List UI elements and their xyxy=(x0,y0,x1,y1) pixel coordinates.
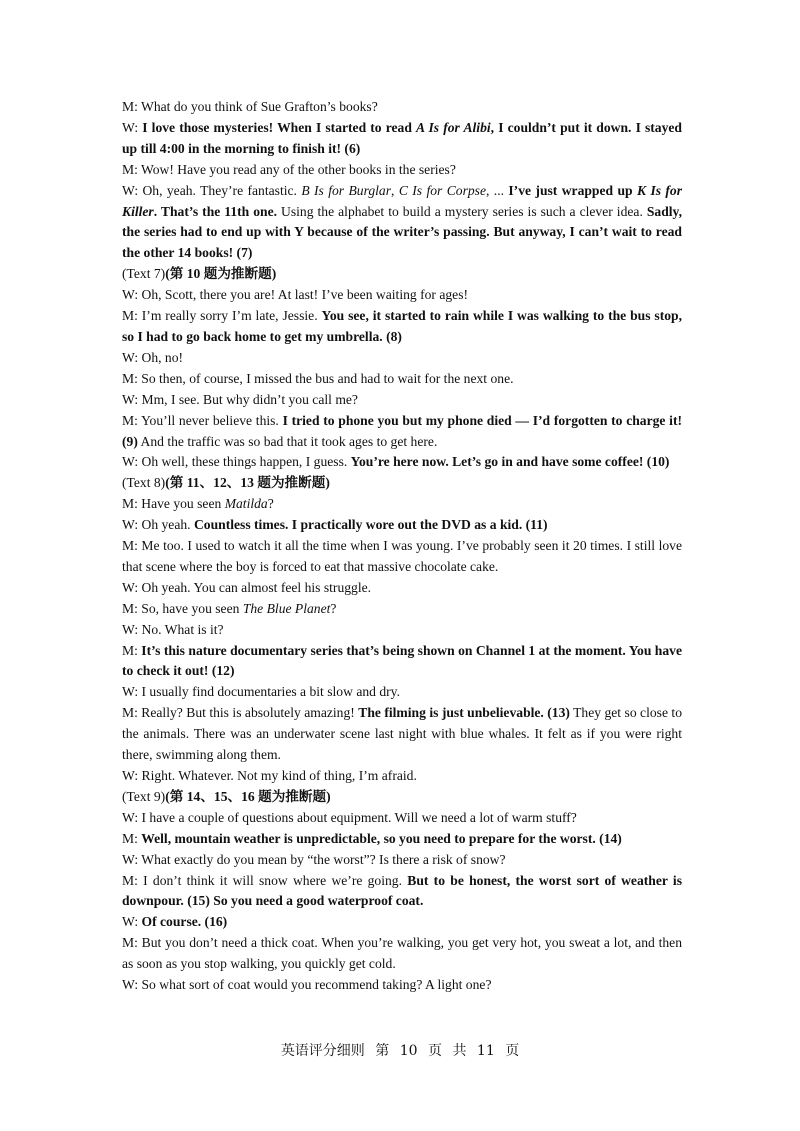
line-segment: M: So then, of course, I missed the bus and had to wait for the next one. xyxy=(122,370,514,386)
line-segment xyxy=(416,120,491,135)
line-segment: W: I usually find documentaries a bit slow and dry. xyxy=(122,684,400,700)
line-segment: , I couldn’t put it down. I stayed up till 4:00 in the morning to finish it! (6) xyxy=(122,119,682,156)
transcript-line xyxy=(122,578,682,599)
line-segment: Countless times. I practically wore out the DVD as a kid. (11) xyxy=(193,517,548,533)
line-segment: W: Oh yeah. You can almost feel his struggle. xyxy=(122,579,372,595)
footer-total-unit: 页 xyxy=(505,1043,520,1059)
line-segment: M: Have you seen xyxy=(122,496,225,512)
transcript-line xyxy=(122,829,682,850)
transcript-line xyxy=(122,97,682,118)
line-segment: W: Mm, I see. But why didn’t you call me? xyxy=(122,391,358,407)
transcript-line xyxy=(122,494,682,515)
page-footer xyxy=(0,1040,800,1060)
footer-total-pages: 11 xyxy=(476,1043,495,1059)
transcript-line xyxy=(122,787,682,808)
line-segment: ? xyxy=(267,496,274,512)
transcript-line xyxy=(122,369,682,390)
transcript-line xyxy=(122,850,682,871)
footer-page-unit: 页 xyxy=(428,1043,442,1059)
line-segment: M: I’m really sorry I’m late, Jessie. xyxy=(122,308,322,324)
transcript-line xyxy=(122,975,682,996)
line-segment: I love those mysteries! When I started to read xyxy=(142,119,417,135)
transcript-line xyxy=(122,620,682,641)
transcript-body xyxy=(122,97,682,996)
transcript-line xyxy=(122,703,682,766)
transcript-line xyxy=(122,473,682,494)
line-segment: W: xyxy=(122,119,143,135)
line-segment: M: But you don’t need a thick coat. When you’re walking, you get very hot, you sweat a lot, and then as soon as you stop walking, you quickly get cold. xyxy=(122,935,682,972)
line-segment: W: xyxy=(122,914,142,930)
line-segment: M: What do you think of Sue Grafton’s books? xyxy=(122,99,378,114)
line-segment: W: So what sort of coat would you recommend taking? A light one? xyxy=(122,977,492,993)
line-segment: W: Oh well, these things happen, I guess. xyxy=(122,454,351,470)
line-segment: Sadly, the series had to end up with Y because of the writer’s passing. But anyway, I can’t wait to read the other 14 books! (7) xyxy=(122,203,682,261)
line-segment: The filming is just unbelievable. (13) xyxy=(358,705,570,721)
line-segment: W: I have a couple of questions about equipment. Will we need a lot of warm stuff? xyxy=(122,809,577,825)
transcript-line xyxy=(122,348,682,369)
line-segment: W: Oh, no! xyxy=(122,349,184,365)
line-segment: Well, mountain weather is unpredictable, so you need to prepare for the worst. (14) xyxy=(141,830,622,846)
line-segment: (Text 9) xyxy=(122,788,166,804)
line-segment-text: A Is for Alibi xyxy=(416,119,491,135)
footer-doc-title: 英语评分细则 xyxy=(280,1043,365,1059)
transcript-line xyxy=(122,871,682,913)
line-segment: You see, it started to rain while I was walking to the bus stop, so I had to go back home to get my umbrella. (8) xyxy=(122,308,683,344)
line-segment: W: Right. Whatever. Not my kind of thing, I’m afraid. xyxy=(122,768,417,783)
line-segment: They get so close to the animals. There was an underwater scene last night with blue whales. It felt as if you were right there, swimming along them. xyxy=(122,705,682,763)
transcript-line xyxy=(122,933,682,975)
line-segment: W: Oh, yeah. They’re fantastic. xyxy=(122,182,302,198)
line-segment: Matilda xyxy=(224,496,268,512)
line-segment: (Text 7) xyxy=(122,266,166,282)
line-segment: (Text 8) xyxy=(122,475,166,491)
line-segment: B Is for Burglar xyxy=(301,182,392,198)
line-segment: . That’s the 11th one. xyxy=(153,203,278,219)
transcript-line xyxy=(122,160,682,181)
line-segment: , xyxy=(391,182,399,198)
line-segment: (第 10 题为推断题) xyxy=(165,266,277,282)
footer-page-prefix: 第 xyxy=(375,1043,390,1059)
line-segment: Of course. (16) xyxy=(141,914,228,930)
footer-total-prefix: 共 xyxy=(452,1043,467,1059)
transcript-line xyxy=(122,411,682,453)
line-segment: I’ve just wrapped up xyxy=(508,182,637,198)
line-segment: W: No. What is it? xyxy=(122,621,224,637)
line-segment: M: Really? But this is absolutely amazing! xyxy=(122,705,359,721)
transcript-line xyxy=(122,808,682,829)
line-segment: W: Oh, Scott, there you are! At last! I’ve been waiting for ages! xyxy=(122,287,469,303)
transcript-line xyxy=(122,118,682,160)
transcript-line xyxy=(122,285,682,306)
line-segment: (第 14、15、16 题为推断题) xyxy=(165,788,331,804)
transcript-line xyxy=(122,452,682,473)
line-segment: M: xyxy=(122,642,142,658)
transcript-line xyxy=(122,306,682,348)
line-segment: I tried to phone you but my phone died — I’d forgotten to charge it! (9) xyxy=(122,412,682,449)
line-segment: (第 11、12、13 题为推断题) xyxy=(165,475,330,491)
transcript-line xyxy=(122,599,682,620)
line-segment: W: What exactly do you mean by “the worst”? Is there a risk of snow? xyxy=(122,851,506,867)
transcript-line xyxy=(122,766,682,787)
transcript-line xyxy=(122,682,682,703)
line-segment: But to be honest, the worst sort of weather is downpour. (15) So you need a good waterproof coat. xyxy=(122,872,682,909)
transcript-line xyxy=(122,536,682,578)
line-segment: C Is for Corpse xyxy=(398,182,487,198)
transcript-line xyxy=(122,912,682,933)
transcript-line xyxy=(122,181,682,265)
line-segment-text: K Is for Killer xyxy=(122,182,683,219)
transcript-line xyxy=(122,264,682,285)
line-segment: It’s this nature documentary series that’s being shown on Channel 1 at the moment. You have to check it out! (12) xyxy=(122,642,682,679)
line-segment: The Blue Planet xyxy=(242,600,331,616)
transcript-line xyxy=(122,515,682,536)
line-segment: M: So, have you seen xyxy=(122,600,243,616)
line-segment: W: Oh yeah. xyxy=(122,517,194,533)
line-segment: , ... xyxy=(486,182,509,198)
transcript-line xyxy=(122,390,682,411)
line-segment: M: Wow! Have you read any of the other books in the series? xyxy=(122,161,456,177)
line-segment: And the traffic was so bad that it took ages to get here. xyxy=(137,433,438,449)
line-segment: M: xyxy=(122,830,142,846)
line-segment: ? xyxy=(330,600,337,616)
line-segment: You’re here now. Let’s go in and have some coffee! (10) xyxy=(350,454,670,470)
transcript-line xyxy=(122,641,682,683)
footer-page-number: 10 xyxy=(399,1043,418,1059)
line-segment: M: You’ll never believe this. xyxy=(122,412,283,428)
line-segment: M: I don’t think it will snow where we’re going. xyxy=(122,872,408,888)
line-segment: M: Me too. I used to watch it all the time when I was young. I’ve probably seen it 20 times. I still love that scene where the boy is forced to eat that massive chocolate cake. xyxy=(122,538,682,574)
line-segment: Using the alphabet to build a mystery series is such a clever idea. xyxy=(277,203,647,219)
